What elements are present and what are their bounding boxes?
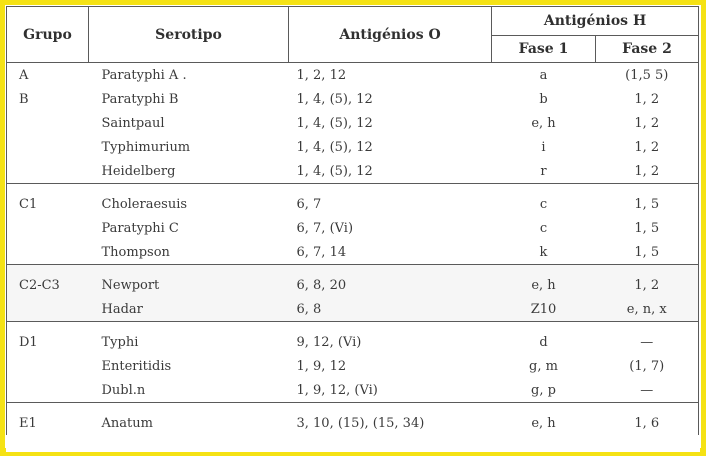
serotype-cell: Paratyphi C (101, 220, 179, 236)
table-row (7, 159, 699, 184)
group-cell: D1 (7, 322, 89, 355)
o-antigen-cell: 6, 7 (289, 184, 492, 217)
table-row (7, 322, 699, 355)
phase-1-cell: d (492, 322, 596, 355)
o-antigen-cell: 6, 7, (Vi) (296, 220, 354, 236)
phase-2-cell: 1, 2 (596, 265, 699, 298)
group-cell (7, 240, 89, 265)
table-row (7, 240, 699, 265)
o-antigen-cell: 1, 4, (5), 12 (296, 115, 373, 131)
group-cell: E1 (7, 403, 89, 436)
phase-1-cell: g, m (529, 358, 558, 374)
phase-1-cell: c (492, 184, 596, 217)
phase-1-cell: e, h (492, 403, 596, 436)
table-row (7, 297, 699, 322)
group-cell (7, 111, 89, 135)
header-o-antigens: Antigénios O (289, 7, 492, 63)
group-cell (7, 135, 89, 159)
phase-1-cell: k (539, 244, 548, 260)
group-cell (7, 297, 89, 322)
header-group: Grupo (7, 7, 89, 63)
phase-1-cell: r (540, 163, 547, 179)
serotype-cell: Anatum (89, 403, 289, 436)
o-antigen-cell: 1, 2, 12 (296, 67, 347, 83)
group-cell (7, 354, 89, 378)
table-row (7, 354, 699, 378)
phase-1-cell: a (539, 67, 548, 83)
table-row (7, 63, 699, 88)
group-cell (7, 216, 89, 240)
group-cell: C1 (7, 184, 89, 217)
phase-2-cell: 1, 6 (596, 403, 699, 436)
serotype-cell: Heidelberg (101, 163, 176, 179)
o-antigen-cell: 6, 8 (289, 297, 492, 322)
phase-2-cell: — (596, 322, 699, 355)
serotype-cell: Typhi (89, 322, 289, 355)
group-cell (7, 159, 89, 184)
serotype-cell: Newport (89, 265, 289, 298)
serotype-cell: Enteritidis (101, 358, 172, 374)
table-row (7, 216, 699, 240)
group-cell: C2-C3 (7, 265, 89, 298)
serotype-cell: Paratyphi A . (101, 67, 187, 83)
phase-1-cell: i (541, 139, 546, 155)
o-antigen-cell: 1, 4, (5), 12 (296, 91, 373, 107)
serotype-cell: Hadar (89, 297, 289, 322)
phase-1-cell: c (539, 220, 548, 236)
o-antigen-cell: 1, 4, (5), 12 (296, 163, 373, 179)
phase-2-cell: (1,5 5) (596, 63, 699, 88)
o-antigen-cell: 1, 9, 12, (Vi) (296, 382, 378, 398)
phase-2-cell: 1, 2 (596, 159, 699, 184)
header-h-antigens: Antigénios H (492, 7, 699, 36)
phase-2-cell: 1, 2 (596, 87, 699, 111)
o-antigen-cell: 3, 10, (15), (15, 34) (289, 403, 492, 436)
phase-2-cell: (1, 7) (596, 354, 699, 378)
phase-2-cell: 1, 5 (596, 184, 699, 217)
o-antigen-cell: 1, 4, (5), 12 (296, 139, 373, 155)
group-cell: A (7, 63, 89, 88)
phase-1-cell: e, h (531, 115, 556, 131)
header-phase-1: Fase 1 (492, 36, 596, 63)
o-antigen-cell: 6, 7, 14 (296, 244, 347, 260)
table-row (7, 87, 699, 111)
phase-1-cell: e, h (492, 265, 596, 298)
o-antigen-cell: 6, 8, 20 (289, 265, 492, 298)
salmonella-serotype-table (6, 6, 699, 435)
phase-2-cell: 1, 2 (596, 111, 699, 135)
serotype-cell: Typhimurium (101, 139, 191, 155)
serotype-cell: Dubl.n (101, 382, 146, 398)
table-row (7, 403, 699, 436)
o-antigen-cell: 9, 12, (Vi) (289, 322, 492, 355)
phase-1-cell: g, p (531, 382, 556, 398)
table-row (7, 184, 699, 217)
group-cell: B (7, 87, 89, 111)
table-row (7, 265, 699, 298)
group-cell (7, 378, 89, 403)
serotype-cell: Thompson (101, 244, 170, 260)
table-row (7, 378, 699, 403)
header-phase-2: Fase 2 (596, 36, 699, 63)
o-antigen-cell: 1, 9, 12 (296, 358, 347, 374)
serotype-cell: Saintpaul (101, 115, 165, 131)
phase-2-cell: — (596, 378, 699, 403)
table-row (7, 135, 699, 159)
header-serotype: Serotipo (89, 7, 289, 63)
phase-2-cell: 1, 5 (596, 240, 699, 265)
table-row (7, 111, 699, 135)
phase-2-cell: 1, 2 (596, 135, 699, 159)
serotype-cell: Paratyphi B (101, 91, 179, 107)
phase-2-cell: e, n, x (596, 297, 699, 322)
phase-1-cell: Z10 (492, 297, 596, 322)
phase-1-cell: b (539, 91, 548, 107)
serotype-cell: Choleraesuis (89, 184, 289, 217)
phase-2-cell: 1, 5 (596, 216, 699, 240)
scanned-table-sheet (6, 6, 700, 452)
